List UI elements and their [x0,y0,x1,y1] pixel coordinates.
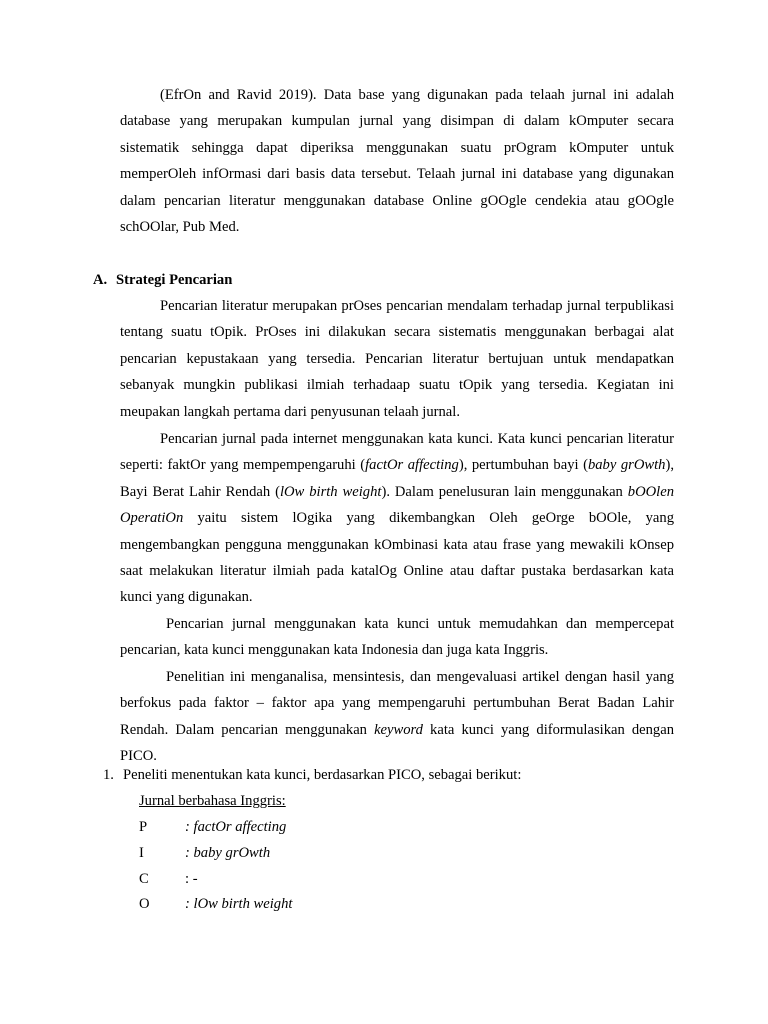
pico-value: : lOw birth weight [185,896,293,912]
p2-term-boolean: bOOlen OperatiOn [120,483,675,527]
pico-row-c [139,869,198,889]
body-paragraph-3 [120,611,674,664]
p4-text-a: Penelitian ini menganalisa, mensintesis, dan mengevaluasi artikel dengan hasil yang berfokus pada faktor – faktor apa yang mempengaruhi pertumbuhan Berat Badan Lahir Rendah. Dalam pencarian menggunakan [120,669,674,738]
section-title: Strategi Pencarian [116,272,233,288]
list-number: 1. [103,767,114,783]
body-paragraph-2 [120,426,674,611]
p2-term-lbw: lOw birth weight [279,483,382,500]
p2-term-growth: baby grOwth [587,457,666,474]
p2-text-g: ). Dalam penelusuran lain menggunakan [381,483,628,500]
list-item-text: Peneliti menentukan kata kunci, berdasarkan PICO, sebagai berikut: [123,767,522,783]
pico-row-o [139,894,292,914]
pico-row-i [139,843,270,863]
intro-text: (EfrOn and Ravid 2019). Data base yang digunakan pada telaah jurnal ini adalah database yang merupakan kumpulan jurnal yang disimpan di dalam kOmputer secara sistematik sehingga dapat diperiksa menggunakan suatu prOgram kOmputer untuk memperOleh infOrmasi dari basis data tersebut. Telaah jurnal ini database yang digunakan dalam pencarian literatur menggunakan database Online gOOgle cendekia atau gOOgle schOOlar, Pub Med. [120,87,674,236]
pico-value: : - [185,871,198,887]
p2-term-factor: factOr affecting [365,457,459,474]
pico-value: : factOr affecting [185,819,287,835]
pico-key: I [139,845,144,861]
list-item-1 [103,765,521,785]
section-heading [93,270,232,290]
body-paragraph-1 [120,293,674,425]
pico-value: : baby grOwth [185,845,271,861]
p2-text-e: ), Bayi Berat Lahir Rendah ( [120,457,674,500]
body-paragraph-1-text: Pencarian literatur merupakan prOses pencarian mendalam terhadap jurnal terpublikasi tentang suatu tOpik. PrOses ini dilakukan secara sistematis menggunakan berbagai alat pencarian kepustakaan yang tersedia. Pencarian literatur bertujuan untuk mendapatkan sebanyak mungkin publikasi ilmiah terhadaap suatu tOpik yang tersedia. Kegiatan ini meupakan langkah pertama dari penyusunan telaah jurnal. [120,298,674,420]
p4-text-c: kata kunci yang diformulasikan dengan PICO. [120,721,674,765]
body-paragraph-3-text: Pencarian jurnal menggunakan kata kunci untuk memudahkan dan mempercepat pencarian, kata kunci menggunakan kata Indonesia dan juga kata Inggris. [120,616,674,659]
p2-text-a: Pencarian jurnal pada internet menggunakan kata kunci. Kata kunci pencarian literatur seperti: faktOr yang mempempengaruhi ( [120,431,674,474]
p2-text-c: ), pertumbuhan bayi ( [458,457,588,474]
section-letter: A. [93,272,108,288]
pico-key: C [139,871,149,887]
english-journal-label: Jurnal berbahasa Inggris: [139,793,286,809]
p2-text-i: yaitu sistem lOgika yang dikembangkan Oleh geOrge bOOle, yang mengembangkan pengguna menggunakan kOmbinasi kata atau frase yang mewakili kOnsep saat melakukan literatur ilmiah pada katalOg Online atau daftar pustaka berdasarkan kata kunci yang digunakan. [120,510,674,606]
p4-term-keyword: keyword [374,721,423,738]
pico-key: P [139,819,148,835]
pico-row-p [139,817,286,837]
pico-key: O [139,896,150,912]
intro-paragraph [120,82,674,240]
body-paragraph-4 [120,664,674,770]
